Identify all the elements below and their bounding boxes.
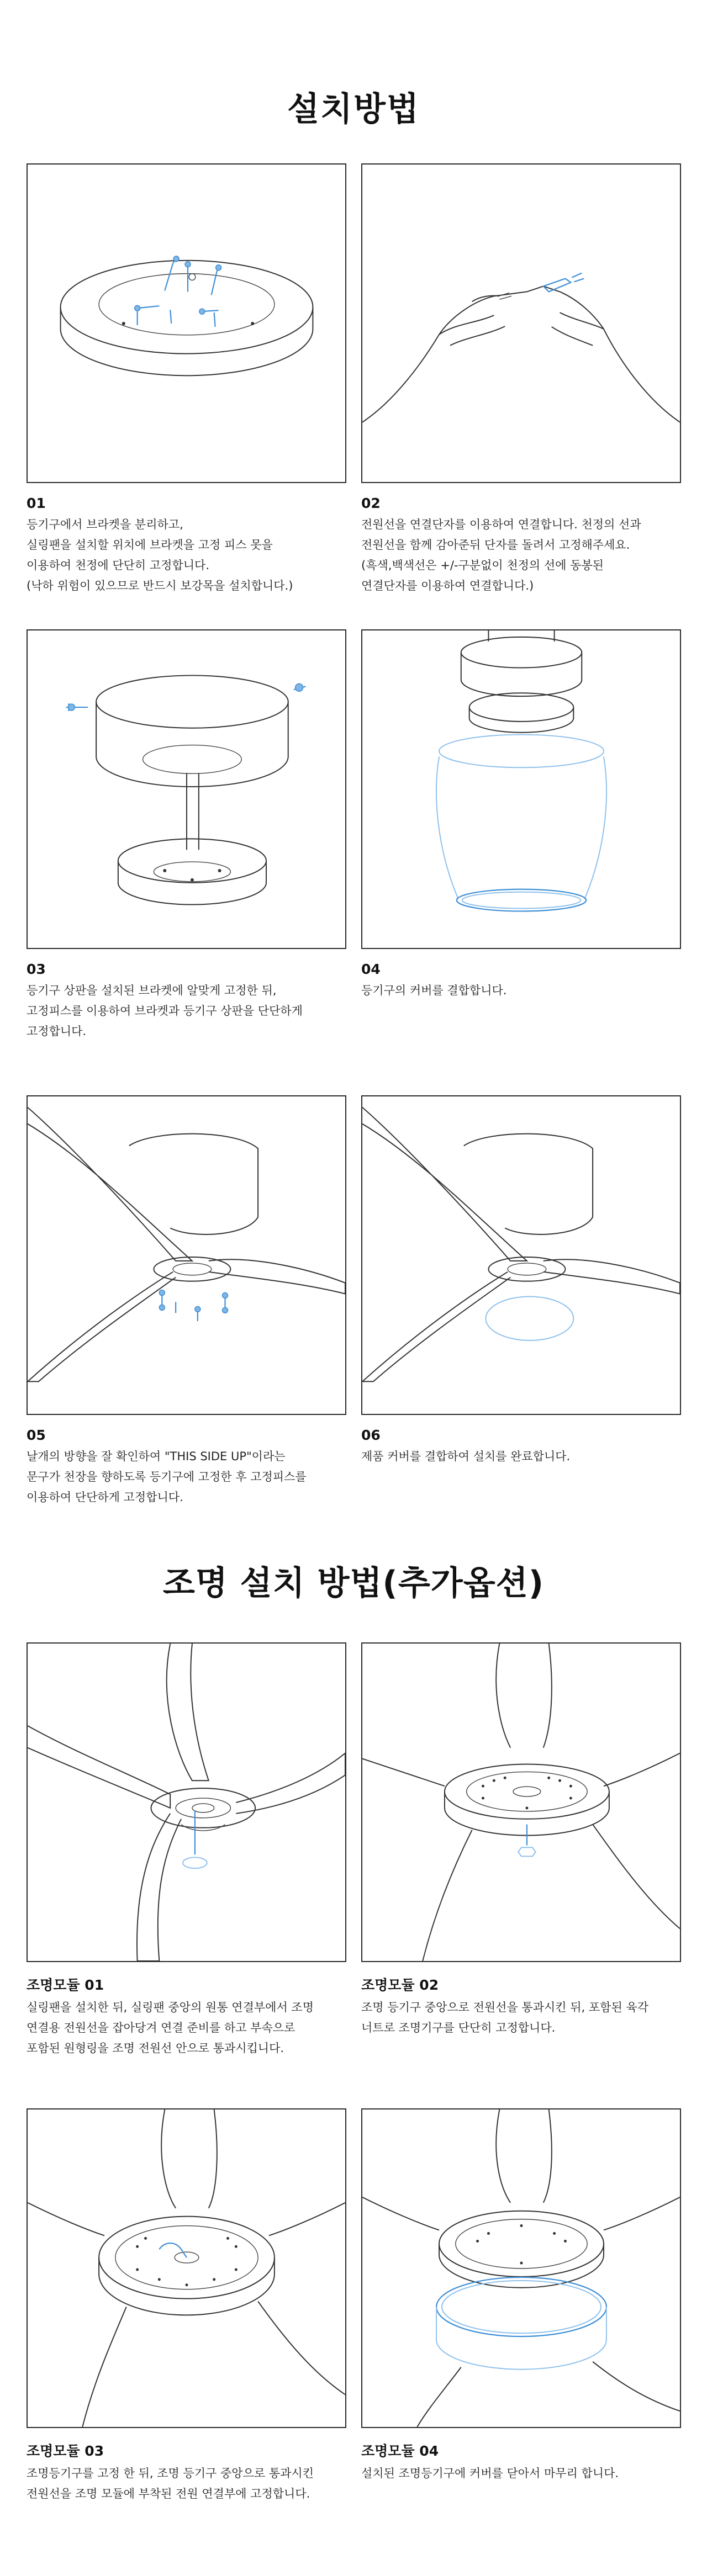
- install-step-03: [27, 629, 346, 1042]
- module-description: 조명등기구를 고정 한 뒤, 조명 등기구 중앙으로 통과시킨 전원선을 조명 모듈에 부착된 전원 연결부에 고정합니다.: [27, 2467, 314, 2500]
- step-description: 전원선을 연결단자를 이용하여 연결합니다. 천정의 선과 전원선을 함께 감아준뒤 단자를 돌려서 고정해주세요. (흑색,백색선은 +/-구분없이 천정의 선에 동봉된 연결단자를 이용하여 연결합니다.): [361, 518, 641, 592]
- step-04-illustration: [361, 629, 681, 949]
- step-description: 등기구 상판을 설치된 브라켓에 알맞게 고정한 뒤, 고정피스를 이용하여 브라켓과 등기구 상판을 단단하게 고정합니다.: [27, 984, 303, 1038]
- module-number: 조명모듈 01: [27, 1977, 104, 1993]
- power-connect-drawing: [28, 2109, 345, 2427]
- step-description: 날개의 방향을 잘 확인하여 "THIS SIDE UP"이라는 문구가 천장을 향하도록 등기구에 고정한 후 고정피스를 이용하여 단단하게 고정합니다.: [27, 1450, 307, 1504]
- module-04-illustration: [361, 2108, 681, 2428]
- step-01-illustration: [27, 163, 346, 483]
- module-03-illustration: [27, 2108, 346, 2428]
- step-description: 등기구의 커버를 결합합니다.: [361, 984, 507, 997]
- install-step-02: [361, 163, 681, 596]
- light-module-step-04: [361, 2108, 681, 2484]
- module-number: 조명모듈 02: [361, 1977, 439, 1993]
- step-05-illustration: [27, 1095, 346, 1415]
- step-number: 05: [27, 1427, 46, 1443]
- light-module-step-03: [27, 2108, 346, 2504]
- step-02-illustration: [361, 163, 681, 483]
- light-module-step-02: [361, 1642, 681, 2038]
- step-description: 제품 커버를 결합하여 설치를 완료합니다.: [361, 1450, 571, 1463]
- install-step-06: [361, 1095, 681, 1467]
- hex-nut-fix-drawing: [362, 1644, 680, 1961]
- light-cover-drawing: [362, 2109, 680, 2427]
- step-number: 04: [361, 961, 381, 977]
- module-description: 조명 등기구 중앙으로 전원선을 통과시킨 뒤, 포함된 육각 너트로 조명기구를 단단히 고정합니다.: [361, 2001, 648, 2034]
- step-03-illustration: [27, 629, 346, 949]
- install-step-04: [361, 629, 681, 1001]
- module-description: 실링팬을 설치한 뒤, 실링팬 중앙의 원통 연결부에서 조명 연결용 전원선을 잡아당겨 연결 준비를 하고 부속으로 포함된 원형링을 조명 전원선 안으로 통과시킵니다.: [27, 2001, 314, 2055]
- final-cover-drawing: [362, 1096, 680, 1414]
- ring-pass-drawing: [28, 1644, 345, 1961]
- canopy-fix-drawing: [28, 630, 345, 948]
- module-number: 조명모듈 04: [361, 2443, 439, 2459]
- cover-attach-drawing: [362, 630, 680, 948]
- install-step-01: [27, 163, 346, 596]
- module-description: 설치된 조명등기구에 커버를 닫아서 마무리 합니다.: [361, 2467, 619, 2480]
- wire-connect-drawing: [362, 165, 680, 482]
- step-number: 03: [27, 961, 46, 977]
- install-step-05: [27, 1095, 346, 1508]
- step-06-illustration: [361, 1095, 681, 1415]
- module-02-illustration: [361, 1642, 681, 1962]
- step-description: 등기구에서 브라켓을 분리하고, 실링팬을 설치할 위치에 브라켓을 고정 피스 못을 이용하여 천정에 단단히 고정합니다. (낙하 위험이 있으므로 반드시 보강목을 설치합니다.): [27, 518, 293, 592]
- module-01-illustration: [27, 1642, 346, 1962]
- step-number: 02: [361, 495, 381, 511]
- install-section-title: 설치방법: [287, 90, 420, 129]
- module-number: 조명모듈 03: [27, 2443, 104, 2459]
- bracket-mount-drawing: [28, 165, 345, 482]
- step-number: 01: [27, 495, 46, 511]
- blade-fix-drawing: [28, 1096, 345, 1414]
- light-module-step-01: [27, 1642, 346, 2059]
- step-number: 06: [361, 1427, 381, 1443]
- light-install-section-title: 조명 설치 방법(추가옵션): [162, 1564, 545, 1603]
